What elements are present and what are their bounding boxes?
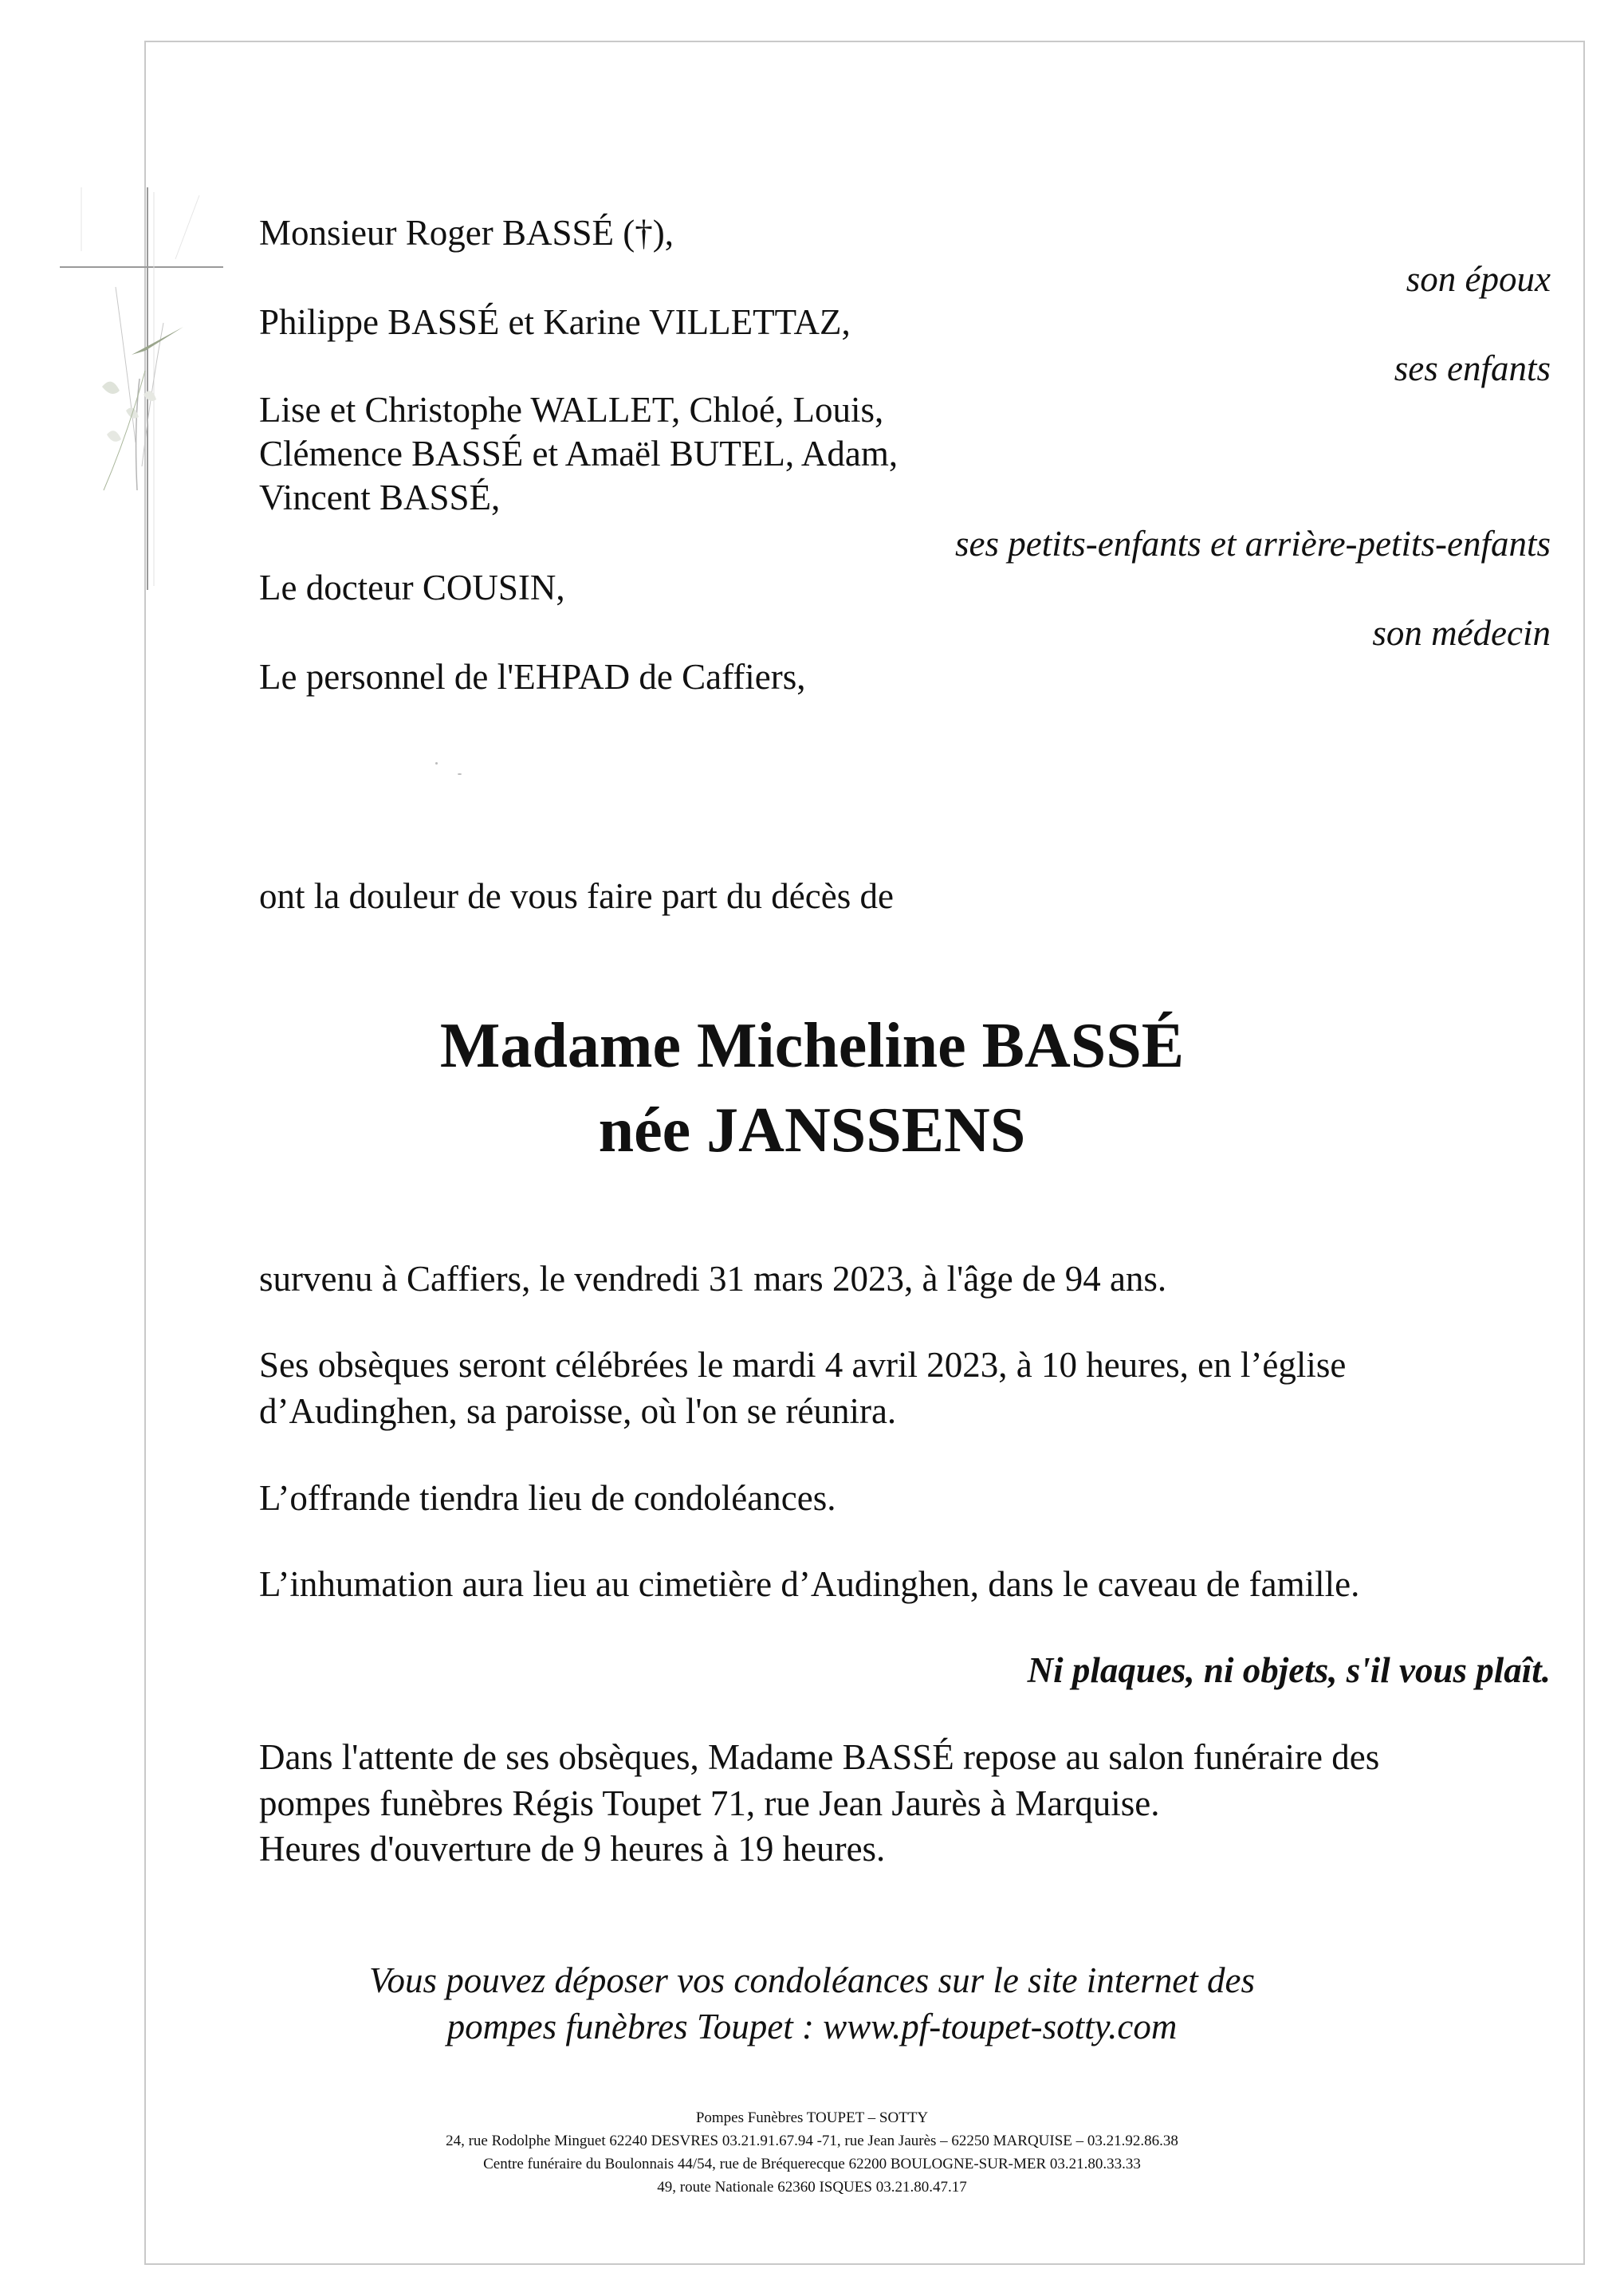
footer-address-3: 49, route Nationale 62360 ISQUES 03.21.80.47.17: [657, 2179, 967, 2196]
deceased-maiden-name: née JANSSENS: [598, 1095, 1026, 1166]
condolences-note-line-1: Vous pouvez déposer vos condoléances sur le site internet des: [368, 1960, 1256, 2000]
family-name-5: Le personnel de l'EHPAD de Caffiers,: [259, 657, 806, 697]
burial-text: L’inhumation aura lieu au cimetière d’Audinghen, dans le caveau de famille.: [259, 1564, 1360, 1604]
cross-lily-ornament: [56, 171, 247, 602]
deceased-name: Madame Micheline BASSÉ: [439, 1011, 1185, 1081]
announcement: ont la douleur de vous faire part du décès de: [259, 876, 894, 916]
family-role-3: ses petits-enfants et arrière-petits-enfants: [955, 524, 1551, 564]
funeral-line-2: d’Audinghen, sa paroisse, où l'on se réunira.: [259, 1391, 897, 1431]
family-role-4: son médecin: [1372, 613, 1551, 653]
family-name-3-line-3: Vincent BASSÉ,: [259, 478, 501, 517]
family-name-3-line-1: Lise et Christophe WALLET, Chloé, Louis,: [259, 390, 884, 430]
footer-company: Pompes Funèbres TOUPET – SOTTY: [695, 2109, 929, 2126]
scan-speck: [458, 773, 462, 775]
funeral-line-1: Ses obsèques seront célébrées le mardi 4 avril 2023, à 10 heures, en l’église: [259, 1345, 1347, 1385]
family-role-1: son époux: [1406, 259, 1551, 299]
scan-speck: [435, 762, 438, 765]
viewing-line-3: Heures d'ouverture de 9 heures à 19 heures.: [259, 1829, 886, 1869]
family-name-1: Monsieur Roger BASSÉ (†),: [259, 213, 674, 253]
death-details: survenu à Caffiers, le vendredi 31 mars 2023, à l'âge de 94 ans.: [259, 1259, 1167, 1299]
viewing-line-2: pompes funèbres Régis Toupet 71, rue Jean Jaurès à Marquise.: [259, 1783, 1160, 1823]
condolences-note-line-2: pompes funèbres Toupet : www.pf-toupet-sotty.com: [446, 2007, 1178, 2046]
family-name-2: Philippe BASSÉ et Karine VILLETTAZ,: [259, 302, 851, 342]
footer-address-1: 24, rue Rodolphe Minguet 62240 DESVRES 03.21.91.67.94 -71, rue Jean Jaurès – 62250 MARQUISE – 03.21.92.86.38: [446, 2133, 1178, 2149]
viewing-line-1: Dans l'attente de ses obsèques, Madame BASSÉ repose au salon funéraire des: [259, 1737, 1380, 1777]
family-role-2: ses enfants: [1394, 348, 1551, 388]
family-name-4: Le docteur COUSIN,: [259, 568, 565, 607]
family-name-3-line-2: Clémence BASSÉ et Amaël BUTEL, Adam,: [259, 434, 899, 474]
request-text: Ni plaques, ni objets, s'il vous plaît.: [1027, 1650, 1551, 1690]
footer-address-2: Centre funéraire du Boulonnais 44/54, rue de Bréquerecque 62200 BOULOGNE-SUR-MER 03.21.80.33.33: [483, 2156, 1141, 2172]
offering-text: L’offrande tiendra lieu de condoléances.: [259, 1478, 836, 1518]
